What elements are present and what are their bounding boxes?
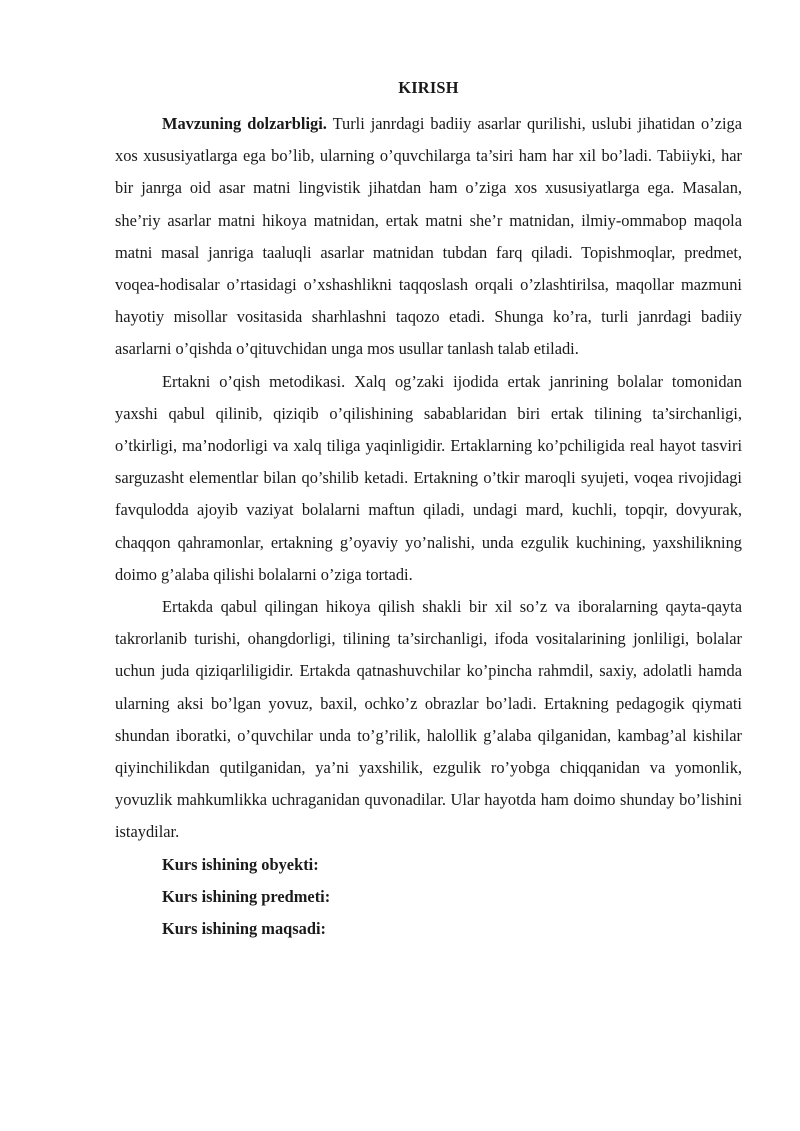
paragraph-fairy-tale-method: Ertakni o’qish metodikasi. Xalq og’zaki ijodida ertak janrining bolalar tomonidan yaxshi qabul qilinib, qiziqib o’qilishining sabablaridan biri ertak tilining ta’sirchanligi, o’tkirligi, ma’nodorligi va xalq tiliga yaqinligidir. Ertaklarning ko’pchiligida real hayot tasviri sarguzasht elementlar bilan qo’shilib ketadi. Ertakning o’tkir maroqli syujeti, voqea rivojidagi favqulodda ajoyib vaziyat bolalarni maftun qiladi, undagi mard, kuchli, topqir, dovyurak, chaqqon qahramonlar, ertakning g’oyaviy yo’nalishi, unda ezgulik kuchining, yaxshilikning doimo g’alaba qilishi bolalarni o’ziga tortadi. bbox=[115, 371, 742, 584]
paragraph-text: Turli janrdagi badiiy asarlar qurilishi, uslubi jihatidan o’ziga xos xususiyatlarga ega bo’lib, ularning o’quvchilarga ta’siri ham har xil bo’ladi. Tabiiyki, har bir janrga oid asar matni lingvistik jihatdan ham o’ziga xos xususiyatlarga ega. Masalan, she’riy asarlar matni hikoya matnidan, ertak matni she’r matnidan, ilmiy-ommabop maqola matni masal janriga taaluqli asarlar matnidan tubdan farq qiladi. Topishmoqlar, predmet, voqea-hodisalar o’rtasidagi o’xshashlikni taqqoslash orqali o’zlashtirilsa, maqollar mazmuni hayotiy misollar vositasida sharhlashni taqozo etadi. Shunga ko’ra, turli janrdagi badiiy asarlarni o’qishda o’qituvchidan unga mos usullar tanlash talab etiladi. bbox=[115, 114, 743, 359]
page-title: KIRISH bbox=[398, 78, 459, 97]
paragraph-relevance bbox=[115, 108, 742, 366]
heading-object: Kurs ishining obyekti: bbox=[162, 854, 319, 874]
paragraph-lead: Mavzuning dolzarbligi. bbox=[162, 114, 327, 133]
heading-goal: Kurs ishining maqsadi: bbox=[162, 919, 326, 939]
paragraph-fairy-tale-form: Ertakda qabul qilingan hikoya qilish shakli bir xil so’z va iboralarning qayta-qayta takrorlanib turishi, ohangdorligi, tilining ta’sirchanligi, ifoda vositalarining jonliligi, bolalar uchun juda qiziqarliligidir. Ertakda qatnashuvchilar ko’pincha rahmdil, saxiy, adolatli hamda ularning aksi bo’lgan yovuz, baxil, ochko’z obrazlar bo’ladi. Ertakning pedagogik qiymati shundan iboratki, o’quvchilar unda to’g’rilik, halollik g’alaba qilganidan, kambag’al kishilar qiyinchilikdan qutilganidan, ya’ni yaxshilik, ezgulik ro’yobga chiqqanidan va yomonlik, yovuzlik mahkumlikka uchraganidan quvonadilar. Ular hayotda ham doimo shunday bo’lishini istaydilar. bbox=[115, 597, 742, 842]
document-page bbox=[115, 0, 742, 945]
heading-subject: Kurs ishining predmeti: bbox=[162, 886, 331, 906]
